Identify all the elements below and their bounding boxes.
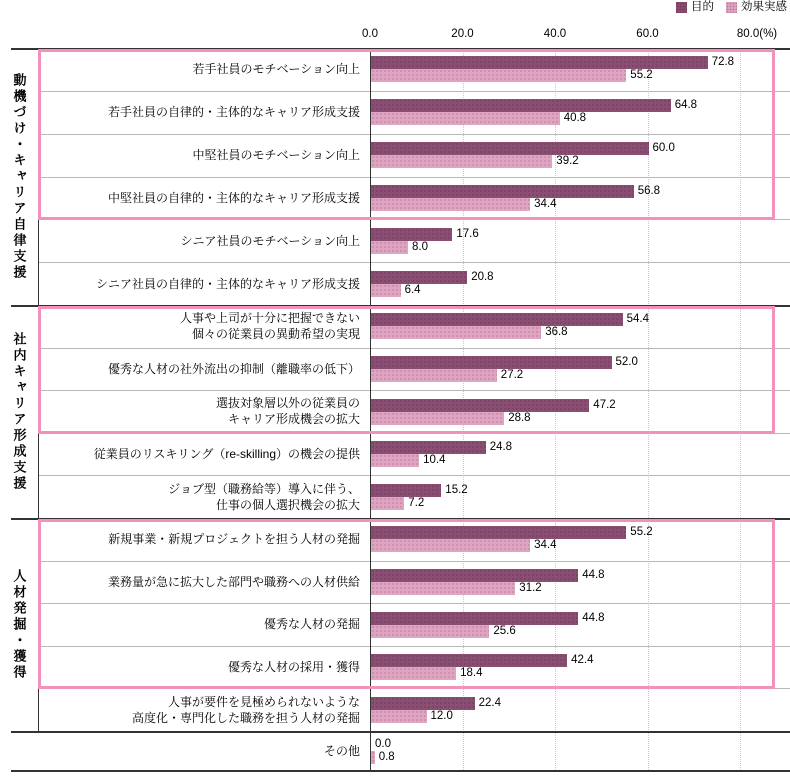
- purpose-value-label: 17.6: [456, 227, 479, 240]
- purpose-value-label: 44.8: [582, 568, 605, 581]
- purpose-bar: [371, 271, 467, 284]
- x-axis-tick-label: 0.0: [362, 28, 378, 40]
- purpose-value-label: 52.0: [615, 355, 638, 368]
- category-label-line: 優秀な人材の発掘: [263, 617, 360, 632]
- effect-value-label: 12.0: [430, 709, 453, 722]
- x-axis-tick-label: 60.0: [636, 28, 659, 40]
- group-separator: [11, 731, 790, 733]
- effect-value-label: 27.2: [500, 368, 524, 381]
- effect-bar: [371, 454, 419, 467]
- effect-bar: [371, 497, 404, 510]
- category-label-line: 選抜対象層以外の従業員の: [215, 396, 360, 411]
- group-label-text: 社内キャリア形成支援: [11, 331, 27, 492]
- legend-item-effect: [726, 1, 787, 13]
- category-label-line: 優秀な人材の採用・獲得: [227, 660, 360, 675]
- category-label-line: 新規事業・新規プロジェクトを担う人材の発掘: [108, 532, 360, 547]
- category-label-line: その他: [323, 743, 360, 758]
- category-label-line: 高度化・専門化した職務を担う人材の発掘: [131, 710, 360, 725]
- x-axis-tick-label: 20.0: [451, 28, 474, 40]
- effect-value-label: 25.6: [493, 624, 516, 637]
- category-label-line: 中堅社員の自律的・主体的なキャリア形成支援: [107, 190, 360, 205]
- category-label: [44, 688, 360, 731]
- category-label-line: 仕事の個人選択機会の拡大: [215, 497, 360, 512]
- legend-item-purpose: [676, 1, 714, 13]
- purpose-bar: [371, 228, 452, 241]
- group-label: [0, 48, 38, 305]
- purpose-bar: [371, 484, 441, 497]
- purpose-value-label: 0.0: [375, 737, 391, 750]
- legend: [676, 1, 787, 13]
- highlight-box: [38, 49, 775, 220]
- effect-value-label: 39.2: [556, 155, 579, 168]
- purpose-value-label: 42.4: [571, 654, 594, 667]
- effect-value-label: 40.8: [563, 112, 587, 125]
- category-label-line: 従業員のリスキリング（re-skilling）の機会の提供: [93, 447, 360, 462]
- purpose-value-label: 72.8: [711, 56, 735, 69]
- purpose-value-label: 55.2: [630, 526, 653, 539]
- highlight-box: [38, 306, 775, 434]
- group-label: [0, 518, 38, 731]
- category-label: [44, 219, 360, 262]
- effect-value-label: 18.4: [460, 667, 483, 680]
- purpose-value-label: 20.8: [471, 270, 494, 283]
- category-label-line: ジョブ型（職務給等）導入に伴う、: [168, 481, 360, 496]
- highlight-box: [38, 519, 775, 689]
- x-axis-tick-label: 40.0: [543, 28, 567, 40]
- category-label-line: 中堅社員のモチベーション向上: [192, 148, 360, 163]
- effect-value-label: 10.4: [423, 454, 446, 467]
- category-label-line: 若手社員の自律的・主体的なキャリア形成支援: [107, 105, 360, 120]
- effect-value-label: 28.8: [508, 411, 531, 424]
- group-label-text: 人材発掘・獲得: [11, 568, 27, 681]
- bottom-border: [11, 770, 790, 772]
- category-label: [44, 731, 360, 770]
- category-label-line: シニア社員の自律的・主体的なキャリア形成支援: [95, 276, 360, 291]
- effect-bar: [371, 284, 401, 297]
- category-label-line: 人事が要件を見極められないような: [167, 694, 360, 709]
- x-axis-tick-label: 80.0(%): [736, 28, 778, 40]
- effect-value-label: 34.4: [534, 197, 557, 210]
- purpose-value-label: 56.8: [637, 184, 661, 197]
- effect-value-label: 6.4: [404, 283, 421, 296]
- effect-value-label: 36.8: [545, 326, 568, 339]
- effect-value-label: 7.2: [408, 496, 425, 509]
- category-label-line: 業務量が急に拡大した部門や職務への人材供給: [107, 574, 360, 589]
- category-label-line: シニア社員のモチベーション向上: [180, 233, 360, 248]
- category-label: [44, 475, 360, 518]
- purpose-value-label: 22.4: [478, 696, 501, 709]
- purpose-value-label: 64.8: [674, 99, 698, 112]
- effect-value-label: 34.4: [534, 539, 557, 552]
- category-label-line: 若手社員のモチベーション向上: [192, 62, 360, 77]
- category-label: [44, 262, 360, 305]
- legend-label-effect: 効果実感: [741, 1, 787, 13]
- effect-bar: [371, 751, 375, 764]
- effect-value-label: 55.2: [630, 69, 653, 82]
- purpose-bar: [371, 441, 486, 454]
- effect-bar: [371, 710, 427, 723]
- purpose-bar: [371, 697, 475, 710]
- purpose-value-label: 54.4: [626, 313, 649, 326]
- effect-value-label: 8.0: [412, 240, 428, 253]
- category-label-line: 優秀な人材の社外流出の抑制（離職率の低下）: [107, 361, 360, 376]
- effect-value-label: 31.2: [519, 581, 542, 594]
- category-label: [44, 433, 360, 476]
- effect-swatch-icon: [726, 2, 737, 13]
- group-label: [0, 305, 38, 518]
- purpose-swatch-icon: [676, 2, 687, 13]
- purpose-value-label: 60.0: [652, 142, 675, 155]
- purpose-value-label: 24.8: [489, 441, 513, 454]
- purpose-value-label: 44.8: [582, 611, 605, 624]
- category-label-line: 個々の従業員の異動希望の実現: [191, 327, 360, 342]
- category-label-line: キャリア形成機会の拡大: [227, 412, 360, 427]
- legend-label-purpose: 目的: [691, 1, 714, 13]
- category-label-line: 人事や上司が十分に把握できない: [179, 311, 360, 326]
- effect-value-label: 0.8: [378, 750, 395, 763]
- effect-bar: [371, 241, 408, 254]
- purpose-value-label: 15.2: [445, 483, 468, 496]
- purpose-value-label: 47.2: [593, 398, 616, 411]
- group-label-text: 動機づけ・キャリア自律支援: [11, 72, 27, 281]
